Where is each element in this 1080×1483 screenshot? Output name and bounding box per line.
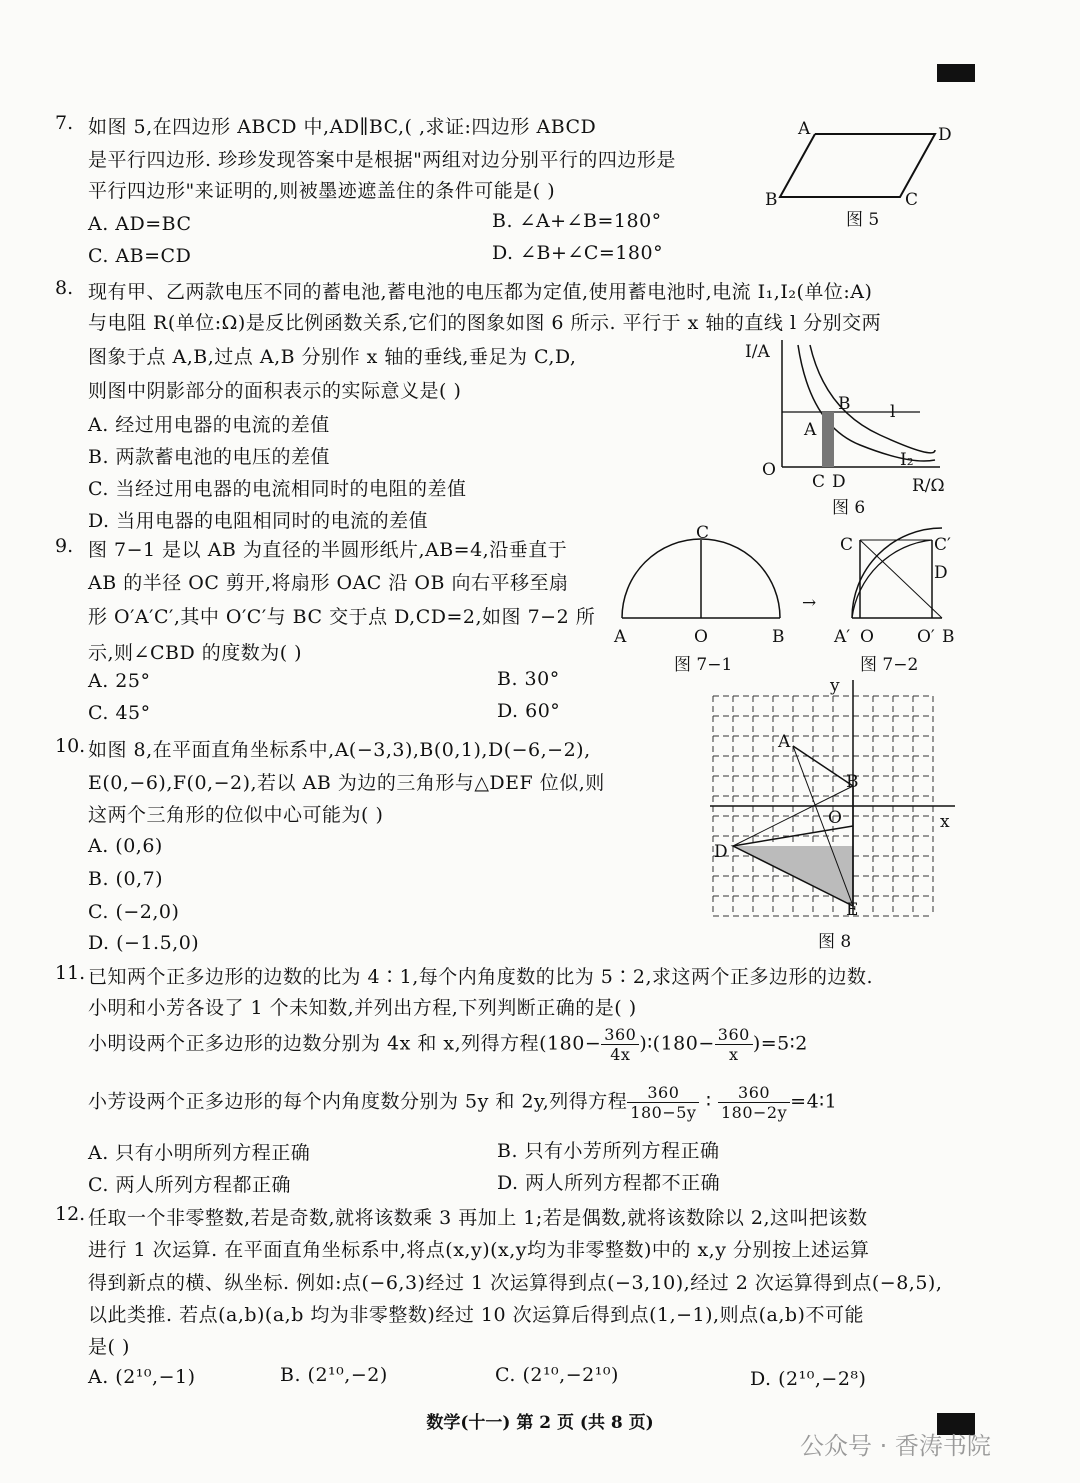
svg-text:A: A [778, 732, 791, 752]
svg-text:C: C [696, 523, 710, 543]
figure-caption: 图 7−2 [860, 655, 919, 675]
figure-caption: 图 8 [818, 932, 852, 952]
question-number: 8. [55, 277, 74, 299]
option-c: C. AB=CD [88, 245, 192, 267]
svg-text:x: x [940, 812, 950, 832]
figure-caption: 图 6 [832, 498, 866, 518]
option-c: C. 两人所列方程都正确 [88, 1174, 291, 1196]
svg-text:A: A [614, 627, 627, 647]
figure-7 [612, 520, 972, 680]
question-text: 则图中阴影部分的面积表示的实际意义是( ) [88, 380, 462, 402]
question-number: 10. [55, 735, 86, 757]
option-a: A. 25° [88, 670, 151, 692]
option-c: C. (−2,0) [88, 901, 180, 923]
question-number: 9. [55, 535, 74, 557]
question-text: 是( ) [88, 1336, 130, 1358]
option-d: D. 两人所列方程都不正确 [497, 1172, 721, 1194]
question-text: 示,则∠CBD 的度数为( ) [88, 642, 303, 664]
question-text: 如图 8,在平面直角坐标系中,A(−3,3),B(0,1),D(−6,−2), [88, 739, 591, 761]
question-text: 与电阻 R(单位:Ω)是反比例函数关系,它们的图象如图 6 所示. 平行于 x 轴的直线 l 分别交两 [88, 312, 882, 334]
option-b: B. 两款蓄电池的电压的差值 [88, 446, 331, 468]
question-text: AB 的半径 OC 剪开,将扇形 OAC 沿 OB 向右平移至扇 [88, 572, 569, 594]
svg-text:E: E [846, 900, 859, 920]
question-number: 7. [55, 112, 74, 134]
svg-text:B: B [772, 627, 785, 647]
svg-text:O′: O′ [917, 627, 935, 647]
option-a: A. 只有小明所列方程正确 [88, 1142, 311, 1164]
option-c: C. (2¹⁰,−2¹⁰) [495, 1364, 619, 1386]
label-a: A [798, 119, 811, 139]
question-text: 这两个三角形的位似中心可能为( ) [88, 804, 384, 826]
svg-text:D: D [934, 563, 948, 583]
option-b: B. 只有小芳所列方程正确 [497, 1140, 720, 1162]
svg-text:O: O [860, 627, 874, 647]
svg-text:→: → [802, 593, 817, 613]
figure-5 [760, 112, 970, 232]
question-number: 11. [55, 962, 86, 984]
label-b: B [765, 190, 778, 210]
option-d: D. 当用电器的电阻相同时的电流的差值 [88, 510, 429, 532]
question-text: 得到新点的横、纵坐标. 例如:点(−6,3)经过 1 次运算得到点(−3,10),经过 2 次运算得到点(−8,5), [88, 1272, 943, 1294]
option-d: D. (2¹⁰,−2⁸) [750, 1368, 867, 1390]
figure-8 [700, 675, 970, 960]
option-b: B. (2¹⁰,−2) [280, 1364, 388, 1386]
label-b: B [838, 394, 851, 414]
question-text: 图 7−1 是以 AB 为直径的半圆形纸片,AB=4,沿垂直于 [88, 539, 568, 561]
option-a: A. AD=BC [88, 213, 192, 235]
svg-text:B: B [846, 772, 859, 792]
xiaofang-equation: 小芳设两个正多边形的每个内角度数分别为 5y 和 2y,列得方程 $\frac{360}{180-5y}$ ∶ $\frac{360}{180-2y}$ =4∶1 [88, 1083, 838, 1122]
question-text: 进行 1 次运算. 在平面直角坐标系中,将点(x,y)(x,y均为非零整数)中的 x,y 分别按上述运算 [88, 1239, 870, 1261]
page-footer: 数学(十一) 第 2 页 (共 8 页) [426, 1413, 654, 1433]
option-c: C. 当经过用电器的电流相同时的电阻的差值 [88, 478, 467, 500]
option-d: D. (−1.5,0) [88, 932, 200, 954]
x-axis-label: R/Ω [912, 476, 945, 496]
question-text: 现有甲、乙两款电压不同的蓄电池,蓄电池的电压都为定值,使用蓄电池时,电流 I₁,I₂(单位:A) [88, 281, 873, 303]
figure-6 [740, 335, 970, 520]
label-c: C [905, 190, 919, 210]
registration-mark [937, 64, 975, 82]
question-text: 是平行四边形. 珍珍发现答案中是根据"两组对边分别平行的四边形是 [88, 149, 676, 171]
question-text: 以此类推. 若点(a,b)(a,b 均为非零整数)经过 10 次运算后得到点(1,−1),则点(a,b)不可能 [88, 1304, 864, 1326]
question-text: 已知两个正多边形的边数的比为 4∶1,每个内角度数的比为 5∶2,求这两个正多边形的边数. [88, 966, 874, 988]
option-c: C. 45° [88, 702, 151, 724]
question-text: 小明和小芳各设了 1 个未知数,并列出方程,下列判断正确的是( ) [88, 997, 637, 1019]
option-a: A. (0,6) [88, 835, 163, 857]
label-a: A [804, 420, 817, 440]
label-c: C [812, 472, 826, 492]
option-b: B. 30° [497, 668, 560, 690]
question-text: E(0,−6),F(0,−2),若以 AB 为边的三角形与△DEF 位似,则 [88, 772, 605, 794]
svg-text:y: y [830, 676, 840, 696]
figure-caption: 图 7−1 [674, 655, 733, 675]
question-number: 12. [55, 1203, 86, 1225]
label-l: l [890, 402, 896, 422]
svg-text:C′: C′ [934, 535, 951, 555]
option-a: A. 经过用电器的电流的差值 [88, 414, 330, 436]
question-text: 图象于点 A,B,过点 A,B 分别作 x 轴的垂线,垂足为 C,D, [88, 346, 577, 368]
svg-text:O: O [828, 808, 842, 828]
watermark: 公众号 · 香涛书院 [800, 1432, 991, 1460]
option-d: D. 60° [497, 700, 561, 722]
option-d: D. ∠B+∠C=180° [492, 242, 664, 264]
question-text: 如图 5,在四边形 ABCD 中,AD∥BC,( ,求证:四边形 ABCD [88, 116, 597, 138]
option-a: A. (2¹⁰,−1) [88, 1366, 196, 1388]
label-d: D [938, 125, 952, 145]
option-b: B. ∠A+∠B=180° [492, 210, 662, 232]
svg-text:D: D [714, 842, 728, 862]
xiaoming-equation: 小明设两个正多边形的边数分别为 4x 和 x,列得方程(180− $\frac{360}{4x}$ )∶(180− $\frac{360}{x}$ )=5∶2 [88, 1025, 808, 1064]
y-axis-label: I/A [745, 342, 770, 362]
question-text: 平行四边形"来证明的,则被墨迹遮盖住的条件可能是( ) [88, 180, 556, 202]
svg-text:C: C [840, 535, 854, 555]
figure-caption: 图 5 [846, 210, 880, 230]
origin-label: O [762, 460, 776, 480]
svg-text:B: B [942, 627, 955, 647]
svg-text:A′: A′ [834, 627, 851, 647]
svg-text:O: O [694, 627, 708, 647]
option-b: B. (0,7) [88, 868, 164, 890]
label-d: D [832, 472, 846, 492]
question-text: 形 O′A′C′,其中 O′C′与 BC 交于点 D,CD=2,如图 7−2 所 [88, 606, 596, 628]
label-i2: I₂ [900, 450, 914, 470]
question-text: 任取一个非零整数,若是奇数,就将该数乘 3 再加上 1;若是偶数,就将该数除以 2,这叫把该数 [88, 1207, 868, 1229]
